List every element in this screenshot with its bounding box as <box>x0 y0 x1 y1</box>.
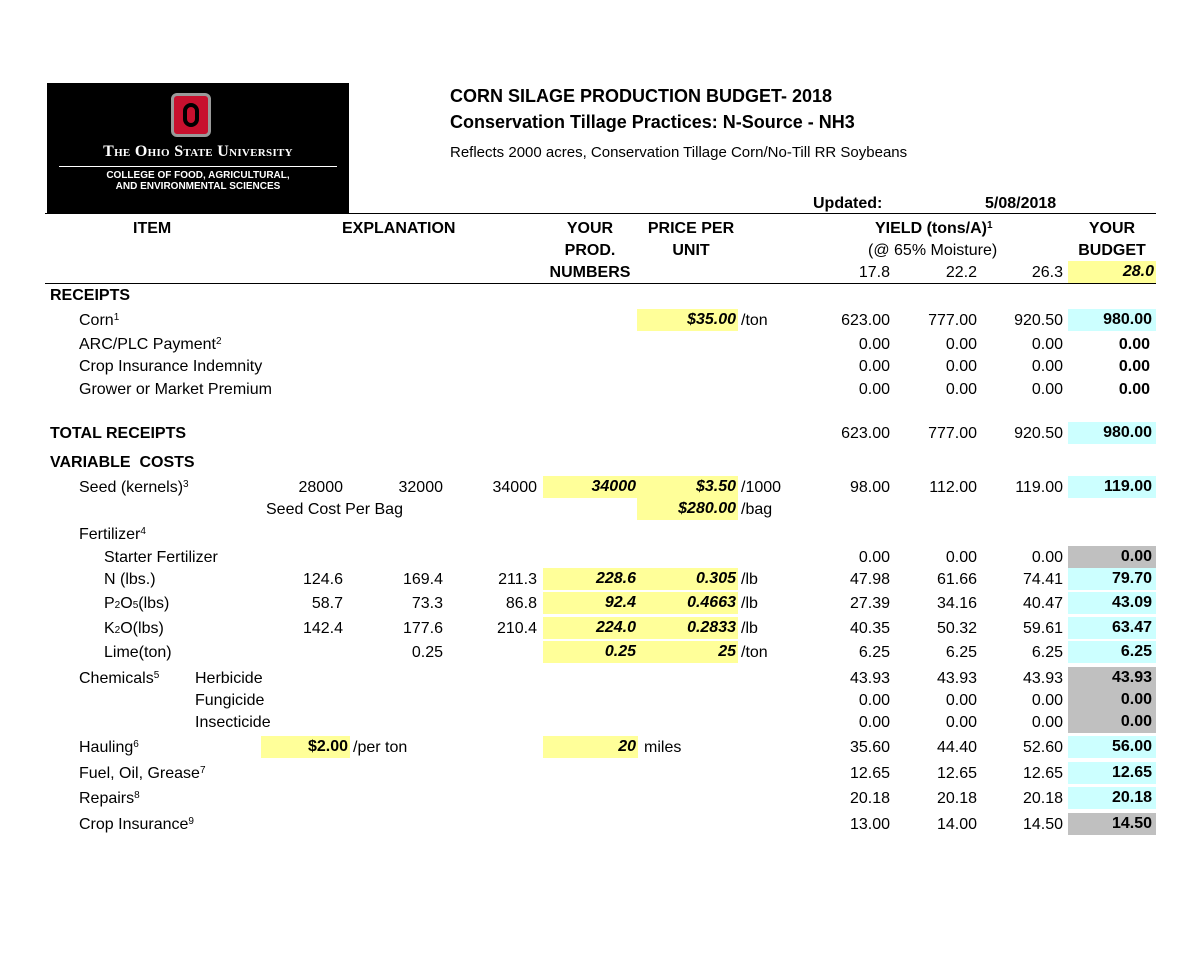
seed-y2: 112.00 <box>929 479 977 496</box>
updated-date: 5/08/2018 <box>985 195 1057 212</box>
n-y3: 74.41 <box>1022 571 1063 588</box>
lime-price[interactable]: 25 <box>637 641 738 663</box>
haul-y2: 44.40 <box>936 739 977 756</box>
yield-budget: 28.0 <box>1068 261 1156 283</box>
col-price-2: UNIT <box>672 242 710 259</box>
k-y2: 50.32 <box>936 620 977 637</box>
hauling-label: Hauling$^6$ <box>79 739 139 756</box>
k-y3: 59.61 <box>1022 620 1063 637</box>
insect-y2: 0.00 <box>945 714 977 731</box>
k-e2: 177.6 <box>402 620 443 637</box>
col-budget-1: YOUR <box>1088 220 1136 237</box>
haul-budget: 56.00 <box>1068 736 1156 758</box>
total-y2: 777.00 <box>928 425 977 442</box>
indemnity-y2: 0.00 <box>945 358 977 375</box>
col-price-1: PRICE PER <box>647 220 735 237</box>
k-label: $K_2O(lbs)$ <box>104 620 164 637</box>
repairs-y3: 20.18 <box>1022 790 1063 807</box>
n-y2: 61.66 <box>936 571 977 588</box>
p-unit: /lb <box>741 595 758 612</box>
herbicide-label: Herbicide <box>195 670 263 687</box>
fuel-label: Fuel, Oil, Grease$^7$ <box>79 765 206 782</box>
cropins-budget: 14.50 <box>1068 813 1156 835</box>
fung-y3: 0.00 <box>1031 692 1063 709</box>
haul-y3: 52.60 <box>1022 739 1063 756</box>
cropins-y3: 14.50 <box>1022 816 1063 833</box>
page-subtitle: Conservation Tillage Practices: N-Source - NH3 <box>450 112 855 132</box>
insect-y3: 0.00 <box>1031 714 1063 731</box>
premium-y2: 0.00 <box>945 381 977 398</box>
hauling-prod-unit: miles <box>644 739 682 756</box>
fuel-y2: 12.65 <box>936 765 977 782</box>
n-e3: 211.3 <box>498 571 537 588</box>
seed-bag-label: Seed Cost Per Bag <box>266 501 403 518</box>
lime-budget: 6.25 <box>1068 641 1156 663</box>
arc-budget: 0.00 <box>1118 336 1150 353</box>
n-label: N (lbs.) <box>104 571 156 588</box>
n-e2: 169.4 <box>402 571 443 588</box>
herb-y2: 43.93 <box>936 670 977 687</box>
indemnity-y1: 0.00 <box>858 358 890 375</box>
col-yield-2: (@ 65% Moisture) <box>868 242 998 259</box>
fuel-y1: 12.65 <box>849 765 890 782</box>
k-budget: 63.47 <box>1068 617 1156 639</box>
col-explanation: EXPLANATION <box>342 220 456 237</box>
logo-divider <box>59 166 337 167</box>
yield-b: 22.2 <box>945 264 977 281</box>
corn-budget: 980.00 <box>1068 309 1156 331</box>
arc-y2: 0.00 <box>945 336 977 353</box>
page-title: CORN SILAGE PRODUCTION BUDGET- 2018 <box>450 86 833 106</box>
premium-y1: 0.00 <box>858 381 890 398</box>
fung-budget: 0.00 <box>1068 689 1156 711</box>
starter-label: Starter Fertilizer <box>104 549 218 566</box>
arc-y1: 0.00 <box>858 336 890 353</box>
repairs-budget: 20.18 <box>1068 787 1156 809</box>
osu-logo <box>47 83 349 213</box>
crop-insurance-label: Crop Insurance$^9$ <box>79 816 194 833</box>
seed-y3: 119.00 <box>1015 479 1063 496</box>
lime-y3: 6.25 <box>1031 644 1063 661</box>
seed-budget: 119.00 <box>1068 476 1156 498</box>
col-your-prod-2: PROD. <box>564 242 616 259</box>
p-y2: 34.16 <box>936 595 977 612</box>
p-e3: 86.8 <box>505 595 537 612</box>
indemnity-label: Crop Insurance Indemnity <box>79 358 263 375</box>
p-y3: 40.47 <box>1022 595 1063 612</box>
p-e2: 73.3 <box>411 595 443 612</box>
starter-y1: 0.00 <box>858 549 890 566</box>
k-price[interactable]: 0.2833 <box>637 617 738 639</box>
lime-y2: 6.25 <box>945 644 977 661</box>
starter-y2: 0.00 <box>945 549 977 566</box>
fuel-budget: 12.65 <box>1068 762 1156 784</box>
repairs-y1: 20.18 <box>849 790 890 807</box>
corn-price[interactable]: $35.00 <box>637 309 738 331</box>
indemnity-y3: 0.00 <box>1031 358 1063 375</box>
lime-e2: 0.25 <box>411 644 443 661</box>
k-e3: 210.4 <box>496 620 537 637</box>
k-prod[interactable]: 224.0 <box>543 617 638 639</box>
logo-college: COLLEGE OF FOOD, AGRICULTURAL, AND ENVIRONMENTAL SCIENCES <box>106 170 290 192</box>
p-budget: 43.09 <box>1068 592 1156 614</box>
n-y1: 47.98 <box>849 571 890 588</box>
seed-unit: /1000 <box>741 479 782 496</box>
col-item: ITEM <box>133 220 172 237</box>
chemicals-label: Chemicals$^5$ <box>79 670 160 687</box>
p-label: $P_2O_5(lbs)$ <box>104 595 170 612</box>
premium-budget: 0.00 <box>1118 381 1150 398</box>
variable-costs-heading: VARIABLE COSTS <box>50 454 195 471</box>
header-rule-bottom <box>45 283 1156 284</box>
lime-y1: 6.25 <box>858 644 890 661</box>
n-price[interactable]: 0.305 <box>637 568 738 590</box>
logo-university: The Ohio State University <box>103 143 293 160</box>
herb-y1: 43.93 <box>849 670 890 687</box>
col-budget-2: BUDGET <box>1078 242 1146 259</box>
p-e1: 58.7 <box>311 595 343 612</box>
col-yield-1: YIELD (tons/A)$^1$ <box>875 220 993 237</box>
n-budget: 79.70 <box>1068 568 1156 590</box>
starter-y3: 0.00 <box>1031 549 1063 566</box>
fungicide-label: Fungicide <box>195 692 265 709</box>
yield-a: 17.8 <box>858 264 890 281</box>
total-y1: 623.00 <box>841 425 890 442</box>
seed-label: Seed (kernels)$^3$ <box>79 479 189 496</box>
indemnity-budget: 0.00 <box>1118 358 1150 375</box>
p-price[interactable]: 0.4663 <box>637 592 738 614</box>
corn-unit: /ton <box>741 312 768 329</box>
seed-prod[interactable]: 34000 <box>543 476 638 498</box>
corn-y3: 920.50 <box>1014 312 1063 329</box>
haul-y1: 35.60 <box>849 739 890 756</box>
lime-prod[interactable]: 0.25 <box>543 641 638 663</box>
herb-y3: 43.93 <box>1022 670 1063 687</box>
updated-label: Updated: <box>813 195 883 212</box>
p-y1: 27.39 <box>849 595 890 612</box>
repairs-label: Repairs$^8$ <box>79 790 140 807</box>
premium-label: Grower or Market Premium <box>79 381 272 398</box>
hauling-prod[interactable]: 20 <box>543 736 638 758</box>
seed-e1: 28000 <box>298 479 343 496</box>
premium-y3: 0.00 <box>1031 381 1063 398</box>
seed-price[interactable]: $3.50 <box>637 476 738 498</box>
col-your-prod-1: YOUR <box>566 220 614 237</box>
cropins-y2: 14.00 <box>936 816 977 833</box>
lime-unit: /ton <box>741 644 768 661</box>
hauling-rate-unit: /per ton <box>353 739 408 756</box>
cropins-y1: 13.00 <box>849 816 890 833</box>
corn-y1: 623.00 <box>841 312 890 329</box>
col-your-prod-3: NUMBERS <box>549 264 631 281</box>
fuel-y3: 12.65 <box>1022 765 1063 782</box>
yield-c: 26.3 <box>1031 264 1063 281</box>
k-y1: 40.35 <box>849 620 890 637</box>
block-o-icon <box>171 93 211 137</box>
seed-bag-unit: /bag <box>741 501 773 518</box>
k-unit: /lb <box>741 620 758 637</box>
arc-y3: 0.00 <box>1031 336 1063 353</box>
n-e1: 124.6 <box>302 571 343 588</box>
seed-e3: 34000 <box>492 479 537 496</box>
receipts-heading: RECEIPTS <box>50 287 131 304</box>
fung-y2: 0.00 <box>945 692 977 709</box>
hauling-rate[interactable]: $2.00 <box>261 736 350 758</box>
n-unit: /lb <box>741 571 758 588</box>
seed-y1: 98.00 <box>849 479 890 496</box>
total-y3: 920.50 <box>1014 425 1063 442</box>
repairs-y2: 20.18 <box>936 790 977 807</box>
fertilizer-label: Fertilizer$^4$ <box>79 526 146 543</box>
starter-budget: 0.00 <box>1068 546 1156 568</box>
seed-e2: 32000 <box>398 479 443 496</box>
fung-y1: 0.00 <box>858 692 890 709</box>
header-rule-top <box>45 213 1156 214</box>
corn-y2: 777.00 <box>928 312 977 329</box>
arc-label: ARC/PLC Payment$^2$ <box>79 336 222 353</box>
seed-bag-price[interactable]: $280.00 <box>637 498 738 520</box>
insecticide-label: Insecticide <box>195 714 271 731</box>
total-receipts-label: TOTAL RECEIPTS <box>50 425 187 442</box>
total-budget: 980.00 <box>1068 422 1156 444</box>
insect-y1: 0.00 <box>858 714 890 731</box>
reflects-note: Reflects 2000 acres, Conservation Tillage Corn/No-Till RR Soybeans <box>450 144 908 161</box>
n-prod[interactable]: 228.6 <box>543 568 638 590</box>
k-e1: 142.4 <box>302 620 343 637</box>
corn-label: Corn$^1$ <box>79 312 120 329</box>
lime-label: Lime(ton) <box>104 644 172 661</box>
herb-budget: 43.93 <box>1068 667 1156 689</box>
p-prod[interactable]: 92.4 <box>543 592 638 614</box>
insect-budget: 0.00 <box>1068 711 1156 733</box>
